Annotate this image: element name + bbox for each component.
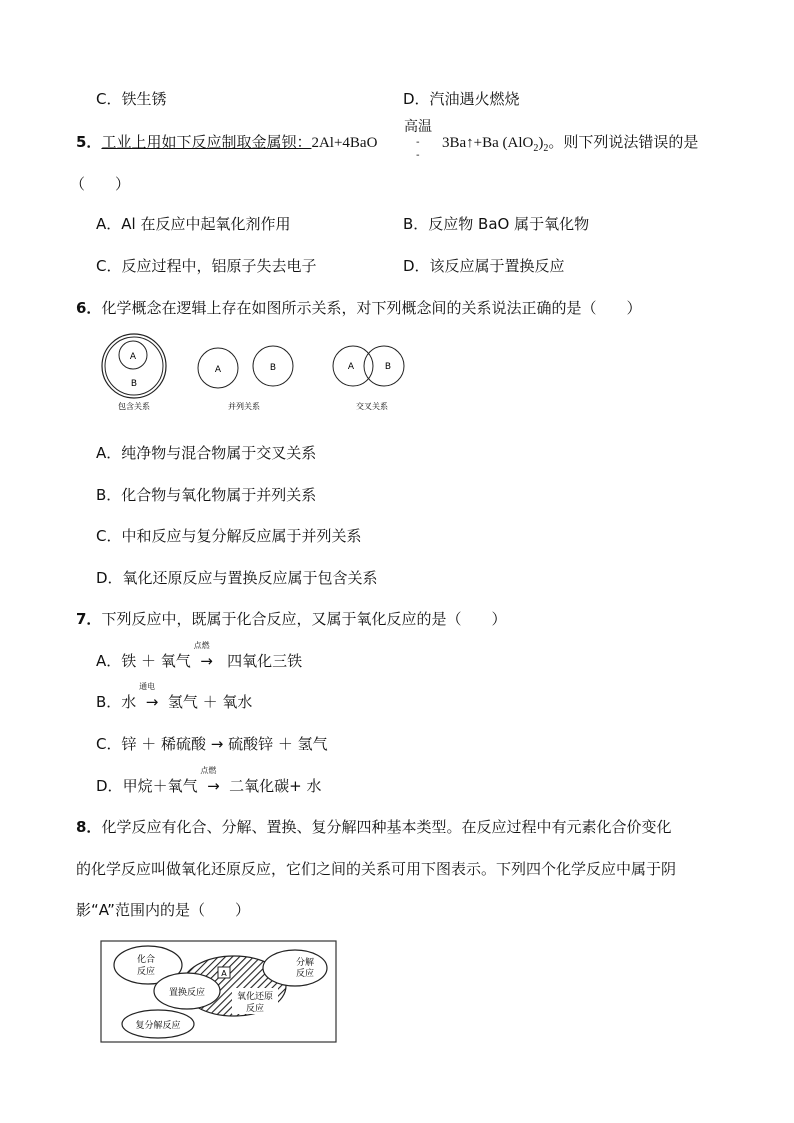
q6-stem-text: 化学概念在逻辑上存在如图所示关系，对下列概念间的关系说法正确的是（ ） bbox=[101, 299, 642, 317]
q7-d-arrow bbox=[200, 766, 224, 795]
q7-a-arrow bbox=[193, 641, 218, 670]
q5-stem-prefix: 工业上用如下反应制取金属钡： bbox=[101, 133, 312, 151]
q5-eq-left: 2Al+4BaO bbox=[311, 135, 378, 151]
q5-option-b: B．反应物 BaO 属于氧化物 bbox=[403, 215, 590, 233]
q8-decomposition-ellipse bbox=[263, 950, 327, 986]
q4-option-d: D．汽油遇火燃烧 bbox=[403, 90, 520, 108]
q5-option-c: C．反应过程中，铝原子失去电子 bbox=[96, 257, 317, 275]
q7-option-a bbox=[96, 641, 303, 671]
q7-option-b bbox=[96, 682, 253, 712]
q7-d-condition: 点燃 bbox=[200, 766, 217, 775]
q8-number: 8． bbox=[76, 818, 102, 836]
q7-b-left: 水 bbox=[121, 693, 137, 711]
q6-option-b: B．化合物与氧化物属于并列关系 bbox=[96, 486, 317, 504]
q8-label-decomposition-2: 反应 bbox=[295, 969, 315, 979]
q7-d-label: D． bbox=[96, 777, 123, 795]
q5-number: 5． bbox=[76, 133, 102, 151]
q6-option-a: A．纯净物与混合物属于交叉关系 bbox=[96, 444, 317, 462]
q7-b-arrow-symbol: → bbox=[145, 693, 159, 711]
q8-label-redox-1: 氧化还原 bbox=[236, 992, 274, 1002]
q8-label-a: A bbox=[221, 969, 227, 978]
q8-line2: 的化学反应叫做氧化还原反应，它们之间的关系可用下图表示。下列四个化学反应中属于阴 bbox=[76, 860, 677, 878]
q5-eq-end: ) bbox=[538, 135, 544, 151]
q7-a-condition: 点燃 bbox=[193, 641, 210, 650]
q7-b-label: B． bbox=[96, 693, 122, 711]
q5-eq-right: 3Ba↑+Ba (AlO bbox=[442, 135, 534, 151]
q6-parallel-label-b: B bbox=[269, 363, 277, 373]
q6-option-d: D．氧化还原反应与置换反应属于包含关系 bbox=[96, 569, 378, 587]
q6-caption-cross: 交叉关系 bbox=[356, 402, 388, 411]
q8-label-decomposition-1: 分解 bbox=[295, 958, 315, 968]
q7-stem bbox=[76, 608, 506, 629]
q8-line1-text: 化学反应有化合、分解、置换、复分解四种基本类型。在反应过程中有元素化合价变化 bbox=[101, 818, 672, 836]
q7-option-d bbox=[96, 766, 322, 796]
q5-condition-dash-1: - bbox=[416, 137, 420, 148]
q7-stem-text: 下列反应中，既属于化合反应，又属于氧化反应的是（ ） bbox=[101, 610, 507, 628]
q8-line3: 影“A”范围内的是（ ） bbox=[76, 901, 250, 919]
q8-label-displacement: 置换反应 bbox=[168, 988, 206, 998]
q6-caption-include: 包含关系 bbox=[118, 402, 150, 411]
q6-include-label-b: B bbox=[130, 379, 138, 389]
q6-include-label-a: A bbox=[129, 352, 137, 362]
q5-condition-dash-2: - bbox=[416, 150, 420, 161]
q7-b-condition: 通电 bbox=[139, 682, 156, 691]
q7-d-arrow-symbol: → bbox=[207, 777, 220, 795]
q7-a-label: A． bbox=[96, 652, 122, 670]
q5-eq-sub: 2 bbox=[533, 143, 539, 154]
q7-d-right: 二氧化碳+ 水 bbox=[229, 777, 322, 795]
q8-label-double-decomposition: 复分解反应 bbox=[135, 1021, 181, 1031]
q6-relationship-figure bbox=[96, 330, 416, 416]
q8-label-combination-2: 反应 bbox=[136, 967, 156, 977]
q7-a-right: 四氧化三铁 bbox=[227, 652, 303, 670]
q6-cross-label-a: A bbox=[347, 362, 355, 372]
q7-a-arrow-symbol: → bbox=[200, 652, 213, 670]
q8-label-combination-1: 化合 bbox=[136, 955, 156, 965]
q5-option-d: D．该反应属于置换反应 bbox=[403, 257, 565, 275]
q6-number: 6． bbox=[76, 299, 102, 317]
q5-eq-sub2: 2 bbox=[543, 143, 549, 154]
q8-reaction-types-figure bbox=[100, 940, 338, 1044]
q5-condition: 高温 bbox=[404, 119, 432, 135]
q7-b-right: 氢气 ＋ 氧水 bbox=[167, 693, 253, 711]
q7-d-left: 甲烷＋氧气 bbox=[122, 777, 198, 795]
q6-parallel-label-a: A bbox=[214, 365, 222, 375]
q6-cross-label-b: B bbox=[384, 362, 392, 372]
q6-stem bbox=[76, 297, 641, 318]
q8-label-redox-2: 反应 bbox=[245, 1004, 265, 1014]
q6-caption-parallel: 并列关系 bbox=[228, 402, 260, 411]
q5-answer-paren: （ ） bbox=[70, 175, 131, 193]
q7-b-arrow bbox=[139, 682, 163, 711]
q5-stem-line1 bbox=[76, 131, 377, 152]
q5-eq-right-group bbox=[442, 131, 698, 154]
q6-option-c: C．中和反应与复分解反应属于并列关系 bbox=[96, 527, 362, 545]
q8-line1 bbox=[76, 816, 671, 837]
q5-option-a: A．Al 在反应中起氧化剂作用 bbox=[96, 215, 291, 233]
q7-a-left: 铁 ＋ 氧气 bbox=[121, 652, 191, 670]
q4-option-c: C．铁生锈 bbox=[96, 90, 167, 108]
q7-option-c: C．锌 ＋ 稀硫酸 → 硫酸锌 ＋ 氢气 bbox=[96, 735, 328, 753]
q5-stem-suffix: 。则下列说法错误的是 bbox=[548, 133, 699, 151]
q7-number: 7． bbox=[76, 610, 102, 628]
